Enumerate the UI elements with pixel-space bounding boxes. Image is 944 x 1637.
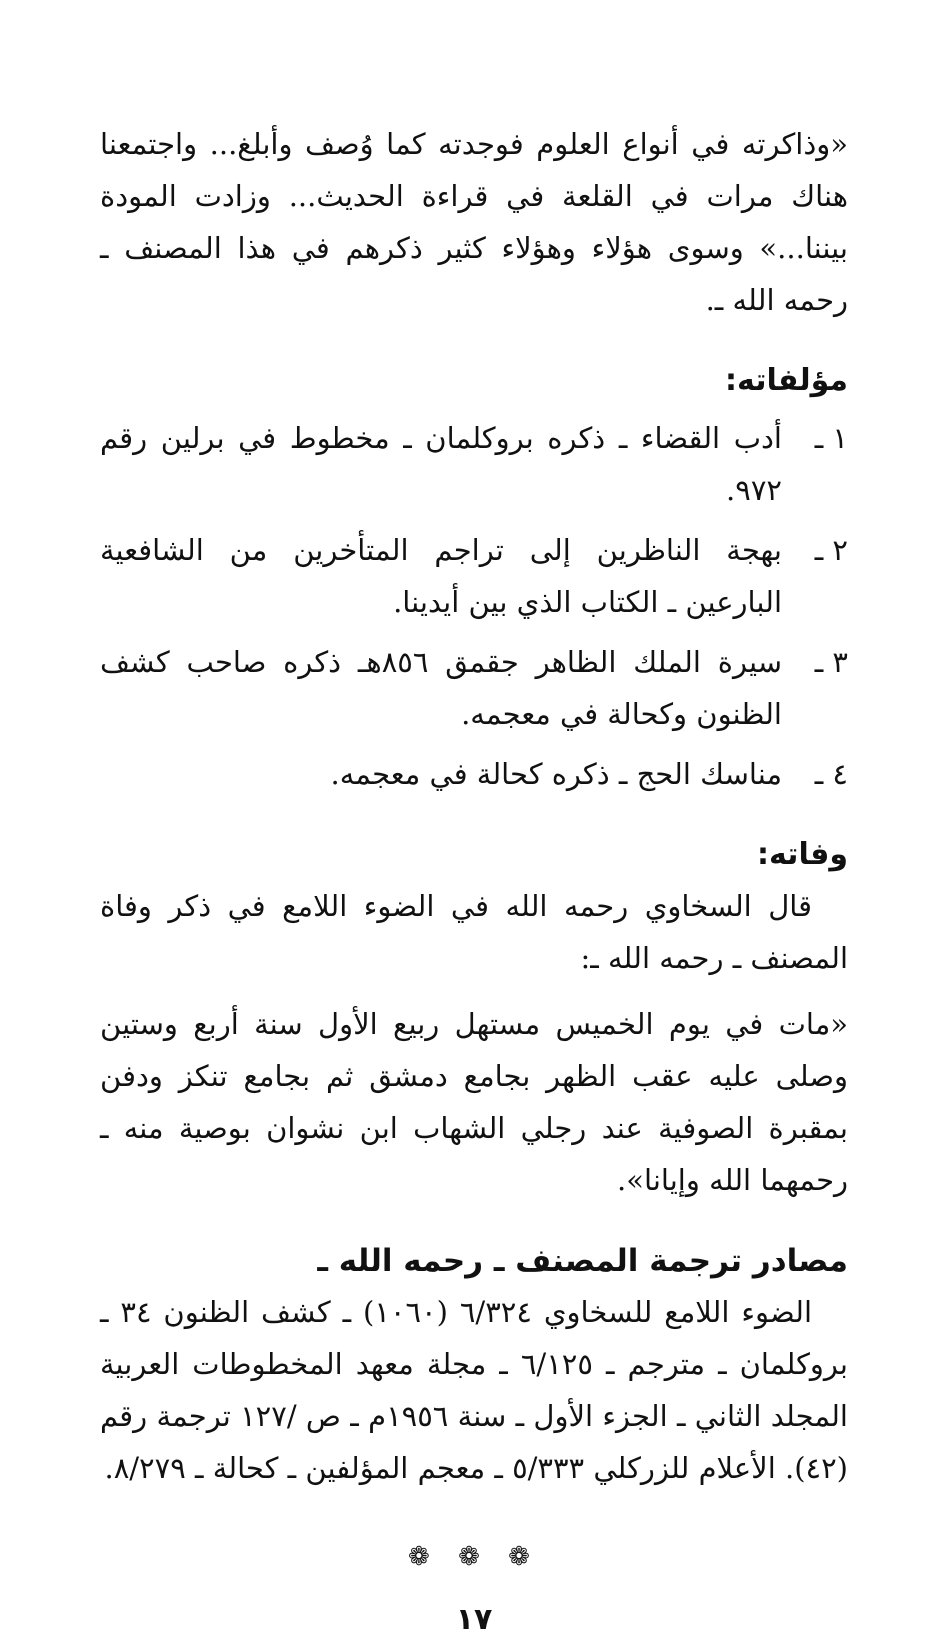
list-item xyxy=(100,636,848,740)
list-item xyxy=(100,524,848,628)
item-text: أدب القضاء ـ ذكره بروكلمان ـ مخطوط في برلين رقم ٩٧٢. xyxy=(100,421,782,507)
item-number: ٢ ـ xyxy=(814,533,848,567)
item-number: ٤ ـ xyxy=(814,757,848,791)
death-quote: «مات في يوم الخميس مستهل ربيع الأول سنة أربع وستين وصلى عليه عقب الظهر بجامع دمشق ثم بجامع تنكز ودفن بمقبرة الصوفية عند رجلي الشهاب ابن نشوان بوصية منه ـ رحمهما الله وإيانا». xyxy=(100,1007,848,1197)
sources-heading: مصادر ترجمة المصنف ـ رحمه الله ـ xyxy=(317,1243,848,1279)
death-intro: قال السخاوي رحمه الله في الضوء اللامع في ذكر وفاة المصنف ـ رحمه الله ـ: xyxy=(100,889,848,975)
intro-paragraph: «وذاكرته في أنواع العلوم فوجدته كما وُصف وأبلغ... واجتمعنا هناك مرات في القلعة في قراءة الحديث... وزادت المودة بيننا...» وسوى هؤلاء وهؤلاء كثير ذكرهم في هذا المصنف ـ رحمه الله ـ. xyxy=(100,127,848,317)
item-text: مناسك الحج ـ ذكره كحالة في معجمه. xyxy=(330,757,782,791)
list-item xyxy=(100,412,848,516)
list-item xyxy=(100,748,848,800)
item-text: سيرة الملك الظاهر جقمق ٨٥٦هـ ذكره صاحب كشف الظنون وكحالة في معجمه. xyxy=(100,645,782,731)
works-heading: مؤلفاته: xyxy=(725,363,848,398)
item-number: ١ ـ xyxy=(814,421,848,455)
sources-text: الضوء اللامع للسخاوي ٦/٣٢٤ (١٠٦٠) ـ كشف الظنون ٣٤ ـ بروكلمان ـ مترجم ـ ٦/١٢٥ ـ مجلة معهد المخطوطات العربية المجلد الثاني ـ الجزء الأول ـ سنة ١٩٥٦م ـ ص /١٢٧ ترجمة رقم (٤٢). الأعلام للزركلي ٥/٣٣٣ ـ معجم المؤلفين ـ كحالة ـ ٨/٢٧٩. xyxy=(100,1295,848,1485)
ornament-divider: ❁ ❁ ❁ xyxy=(408,1542,540,1572)
works-list xyxy=(100,412,848,800)
item-number: ٣ ـ xyxy=(814,645,848,679)
death-heading: وفاته: xyxy=(756,837,848,872)
page-number: ١٧ xyxy=(455,1602,493,1637)
item-text: بهجة الناظرين إلى تراجم المتأخرين من الشافعية البارعين ـ الكتاب الذي بين أيدينا. xyxy=(100,533,782,619)
